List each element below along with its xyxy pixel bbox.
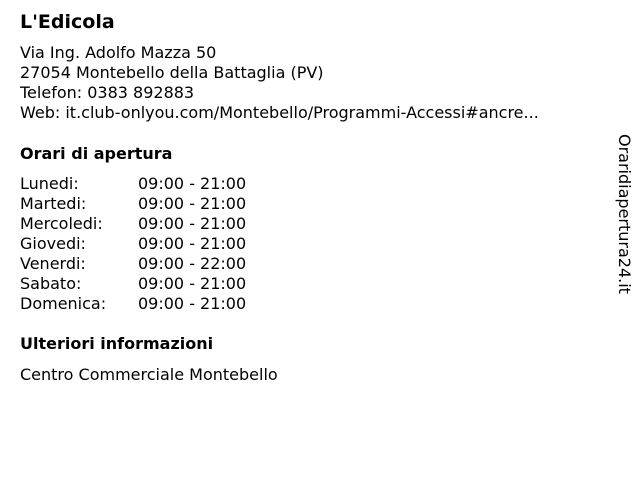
time-range: 09:00 - 21:00 bbox=[138, 294, 247, 313]
time-range: 09:00 - 21:00 bbox=[138, 234, 247, 253]
opening-hours-title: Orari di apertura bbox=[20, 144, 173, 163]
time-range: 09:00 - 21:00 bbox=[138, 194, 247, 213]
day-label: Domenica: bbox=[20, 294, 107, 313]
day-label: Sabato: bbox=[20, 274, 82, 293]
time-range: 09:00 - 21:00 bbox=[138, 174, 247, 193]
store-contact-block bbox=[20, 43, 539, 123]
store-name: L'Edicola bbox=[20, 11, 115, 33]
day-label: Lunedi: bbox=[20, 174, 79, 193]
hours-row bbox=[20, 254, 280, 274]
time-range: 09:00 - 22:00 bbox=[138, 254, 247, 273]
hours-row bbox=[20, 174, 280, 194]
address-line: Via Ing. Adolfo Mazza 50 bbox=[20, 43, 217, 62]
day-label: Mercoledi: bbox=[20, 214, 103, 233]
city-line: 27054 Montebello della Battaglia (PV) bbox=[20, 63, 324, 82]
hours-row bbox=[20, 274, 280, 294]
time-range: 09:00 - 21:00 bbox=[138, 274, 247, 293]
hours-row bbox=[20, 214, 280, 234]
more-info-title: Ulteriori informazioni bbox=[20, 334, 214, 353]
hours-row bbox=[20, 234, 280, 254]
time-range: 09:00 - 21:00 bbox=[138, 214, 247, 233]
day-label: Giovedi: bbox=[20, 234, 86, 253]
hours-row bbox=[20, 194, 280, 214]
site-brand-vertical: Oraridiapertura24.it bbox=[615, 134, 634, 294]
hours-row bbox=[20, 294, 280, 314]
day-label: Martedi: bbox=[20, 194, 87, 213]
opening-hours-table bbox=[20, 174, 280, 314]
more-info-text: Centro Commerciale Montebello bbox=[20, 365, 278, 384]
phone-line[interactable]: Telefon: 0383 892883 bbox=[20, 83, 195, 102]
web-link[interactable]: Web: it.club-onlyou.com/Montebello/Programmi-Accessi#ancre... bbox=[20, 103, 539, 122]
day-label: Venerdi: bbox=[20, 254, 86, 273]
